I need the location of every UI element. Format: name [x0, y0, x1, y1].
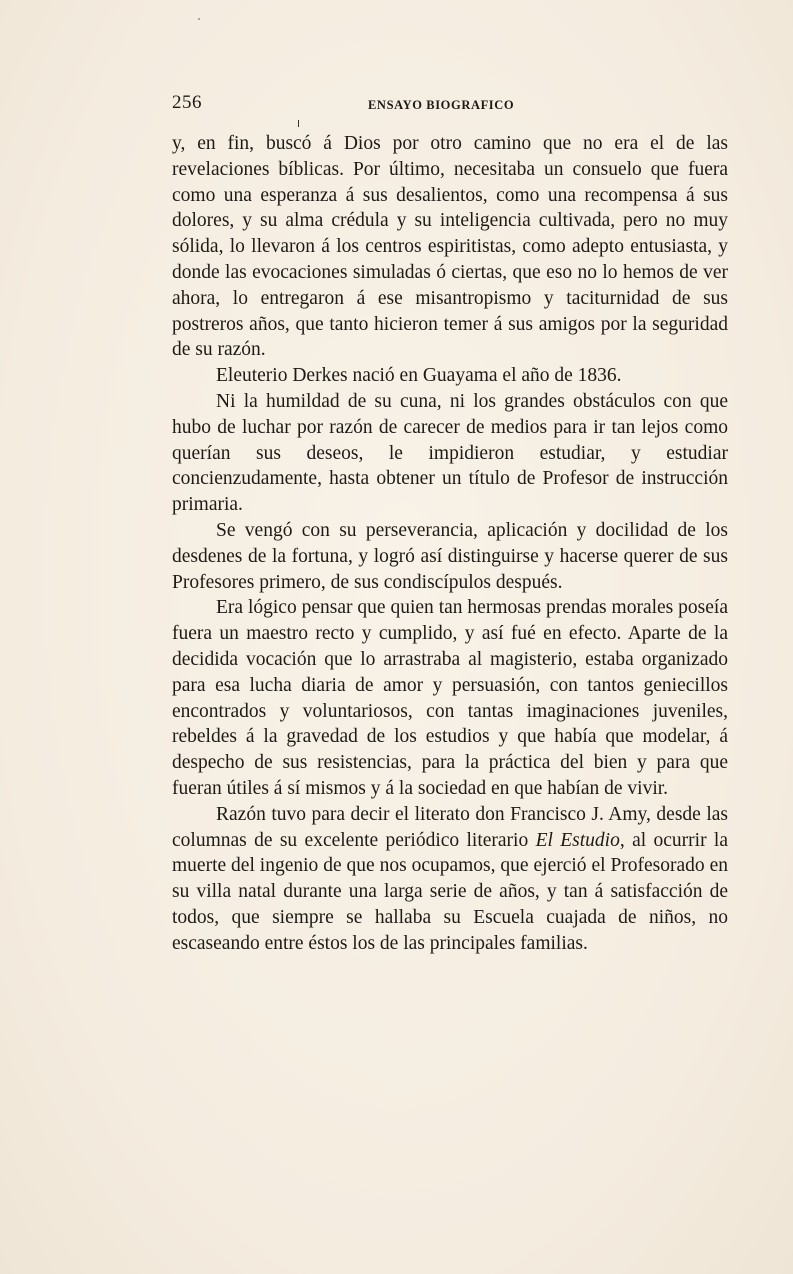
page-number: 256	[172, 92, 202, 113]
paragraph-6	[172, 802, 728, 957]
paragraph-1	[172, 131, 728, 363]
page-header	[172, 92, 728, 116]
paragraph-6-text-end: , al ocurrir la muerte del ingenio de que nos ocupamos, que ejerció el Profesorado en su villa natal durante una larga serie de años, y tan á satisfacción de todos, que siempre se hallaba su Escuela cuajada de niños, no escaseando entre éstos los de las principales familias.	[172, 829, 728, 954]
paragraph-2	[172, 363, 728, 389]
speck-mark	[198, 18, 200, 20]
periodical-title: El Estudio	[535, 829, 620, 851]
paragraph-6-text-start: Razón tuvo para decir el literato don Francisco J. Amy, desde las columnas de su excelente periódico literario	[172, 803, 728, 851]
paragraph-4-text: Se vengó con su perseverancia, aplicación y docilidad de los desdenes de la fortuna, y logró así distinguirse y hacerse querer de sus Profesores primero, de sus condiscípulos después.	[172, 519, 728, 593]
paragraph-1-text: y, en fin, buscó á Dios por otro camino que no era el de las revelaciones bíblicas. Por último, necesitaba un consuelo que fuera como una esperanza á sus desalientos, como una recompensa á sus dolores, y su alma crédula y su inteligencia cultivada, pero no muy sólida, lo llevaron á los centros espiritistas, como adepto entusiasta, y donde las evocaciones simuladas ó ciertas, que eso no lo hemos de ver ahora, lo entregaron á ese misantropismo y taciturnidad de sus postreros años, que tanto hicieron temer á sus amigos por la seguridad de su razón.	[172, 133, 728, 361]
paragraph-4	[172, 518, 728, 595]
paragraph-2-text: Eleuterio Derkes nació en Guayama el año de 1836.	[216, 365, 622, 387]
body-text	[172, 131, 728, 957]
paragraph-5	[172, 595, 728, 801]
running-head: ENSAYO BIOGRAFICO	[368, 98, 515, 112]
paragraph-5-text: Era lógico pensar que quien tan hermosas prendas morales poseía fuera un maestro recto y cumplido, y así fué en efecto. Aparte de la decidida vocación que lo arrastraba al magisterio, estaba organizado para esa lucha diaria de amor y persuasión, con tantos geniecillos encontrados y voluntariosos, con tantas imaginaciones juveniles, rebeldes á la gravedad de los estudios y que había que modelar, á despecho de sus resistencias, para la práctica del bien y para que fueran útiles á sí mismos y á la sociedad en que habían de vivir.	[172, 597, 728, 799]
tick-mark	[298, 120, 299, 127]
paragraph-3-text: Ni la humildad de su cuna, ni los grandes obstáculos con que hubo de luchar por razón de carecer de medios para ir tan lejos como querían sus deseos, le impidieron estudiar, y estudiar concienzudamente, hasta obtener un título de Profesor de instrucción primaria.	[172, 390, 728, 516]
paragraph-3	[172, 389, 728, 518]
